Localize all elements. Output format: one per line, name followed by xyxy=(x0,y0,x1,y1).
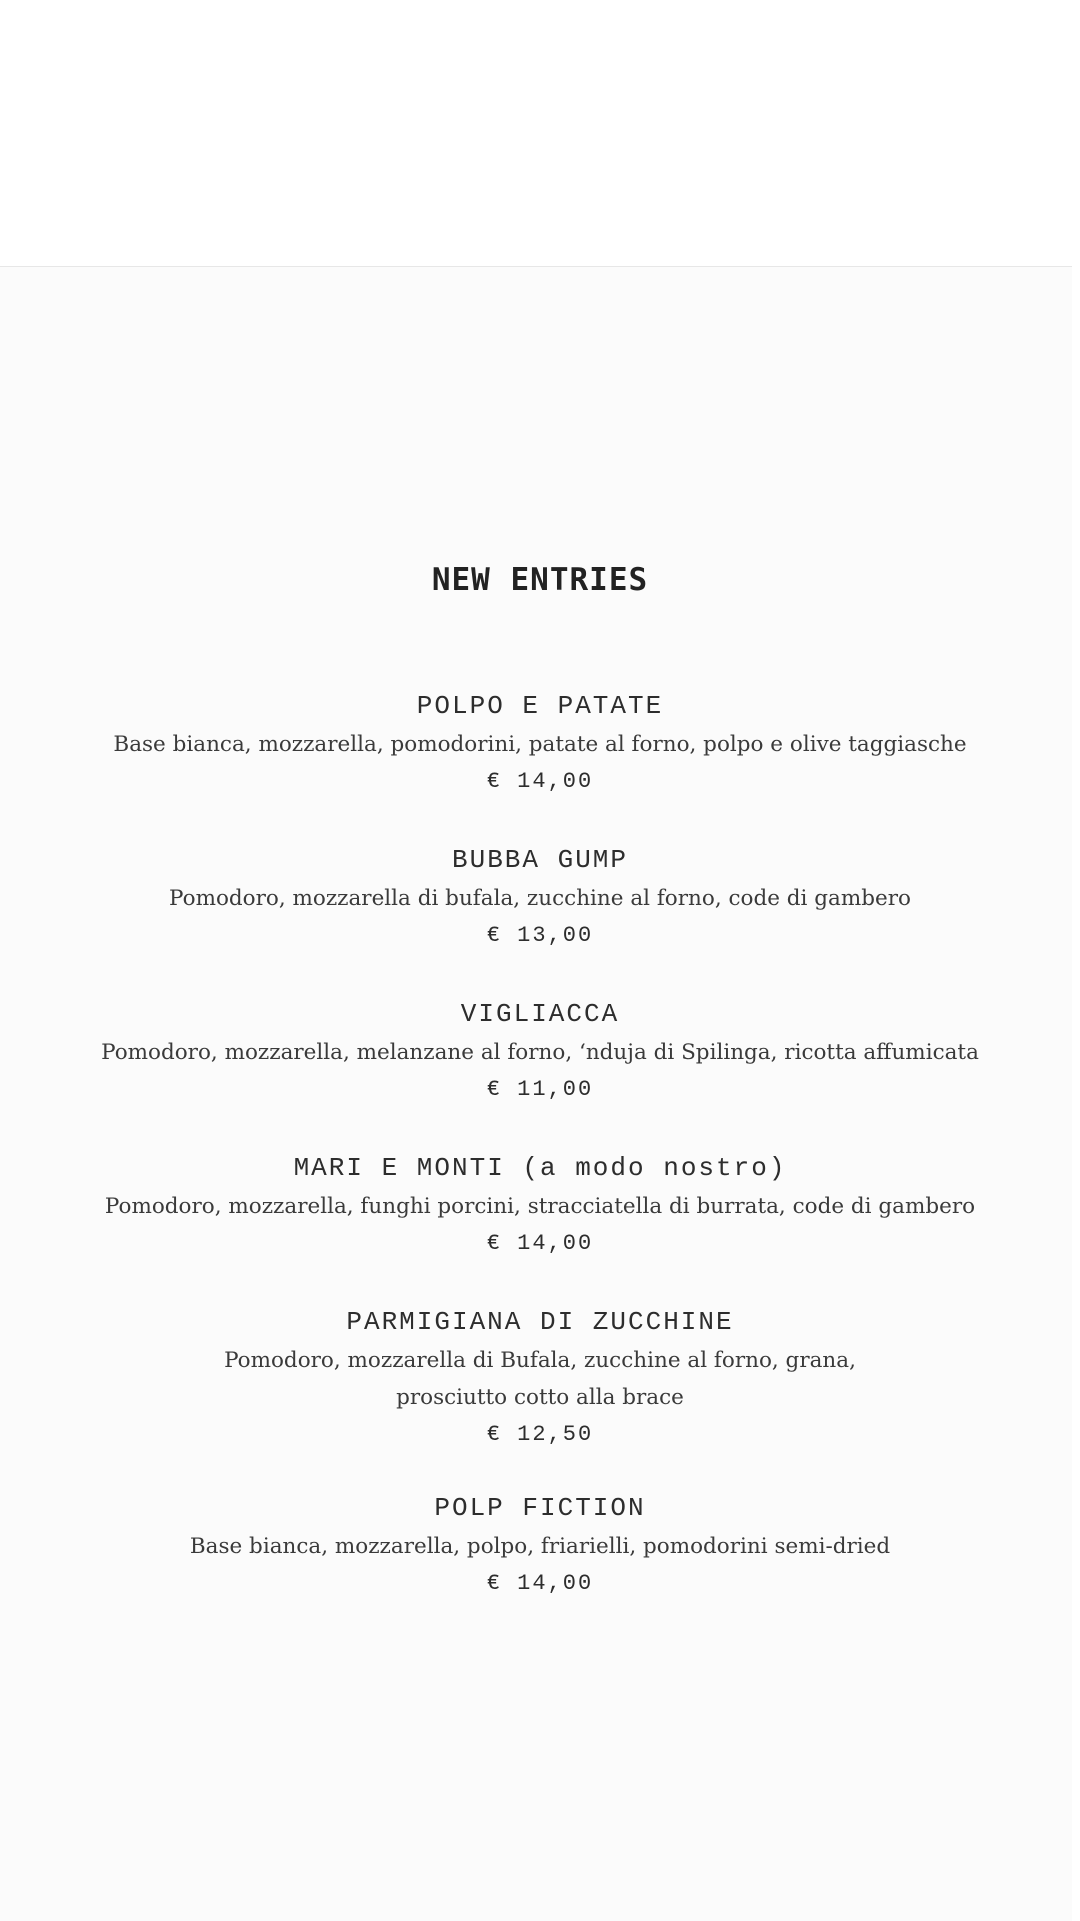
item-description: Pomodoro, mozzarella di bufala, zucchine al forno, code di gambero xyxy=(169,886,911,911)
item-description: Base bianca, mozzarella, pomodorini, patate al forno, polpo e olive taggiasche xyxy=(113,732,967,757)
item-description: prosciutto cotto alla brace xyxy=(396,1385,684,1410)
menu-item xyxy=(0,994,1080,1108)
menu-item xyxy=(0,1148,1080,1262)
item-description: Pomodoro, mozzarella di Bufala, zucchine al forno, grana, xyxy=(224,1348,856,1373)
item-name: MARI E MONTI (a modo nostro) xyxy=(293,1153,787,1183)
top-blank-area xyxy=(0,0,1080,266)
item-name: PARMIGIANA DI ZUCCHINE xyxy=(346,1307,734,1337)
item-name: POLP FICTION xyxy=(434,1493,646,1523)
item-name: BUBBA GUMP xyxy=(451,845,629,875)
item-name: VIGLIACCA xyxy=(460,999,620,1029)
item-price: € 14,00 xyxy=(486,1231,594,1256)
menu-item xyxy=(0,840,1080,954)
item-description: Base bianca, mozzarella, polpo, friarielli, pomodorini semi-dried xyxy=(189,1534,891,1559)
item-price: € 14,00 xyxy=(486,1571,594,1596)
item-price: € 11,00 xyxy=(486,1077,594,1102)
menu-item xyxy=(0,1302,1080,1453)
item-price: € 12,50 xyxy=(486,1422,594,1447)
item-price: € 13,00 xyxy=(486,923,594,948)
item-description: Pomodoro, mozzarella, melanzane al forno, ‘nduja di Spilinga, ricotta affumicata xyxy=(101,1040,979,1065)
item-name: POLPO E PATATE xyxy=(416,691,664,721)
menu-item xyxy=(0,686,1080,800)
menu-item xyxy=(0,1488,1080,1602)
menu-title: NEW ENTRIES xyxy=(431,562,649,598)
item-description: Pomodoro, mozzarella, funghi porcini, stracciatella di burrata, code di gambero xyxy=(104,1194,976,1219)
item-price: € 14,00 xyxy=(486,769,594,794)
